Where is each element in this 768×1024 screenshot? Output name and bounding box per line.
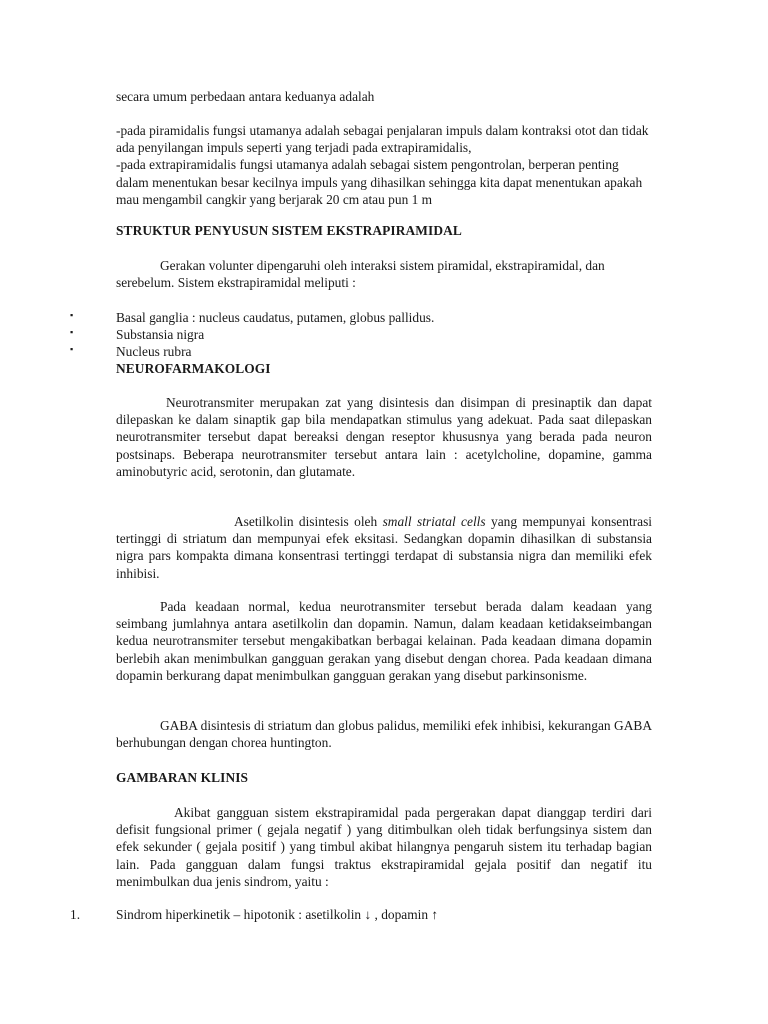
intro-paragraph-piramidalis: -pada piramidalis fungsi utamanya adalah sebagai penjalaran impuls dalam kontraksi otot dan tidak ada penyilangan impuls seperti yang terjadi pada extrapiramidalis,: [116, 123, 649, 156]
intro-paragraph-extrapiramidalis: -pada extrapiramidalis fungsi utamanya adalah sebagai sistem pengontrolan, berperan penting dalam menentukan besar kecilnya impuls yang dihasilkan sehingga kita dapat menentukan apakah mau mengambil cangkir yang berjarak 20 cm atau pun 1 m: [116, 157, 643, 207]
asetilkolin-text-start: Asetilkolin disintesis oleh: [234, 514, 383, 529]
list-item: [0, 326, 768, 343]
list-item: [0, 343, 768, 360]
paragraph-gaba-text: GABA disintesis di striatum dan globus palidus, memiliki efek inhibisi, kekurangan GABA berhubungan dengan chorea huntington.: [116, 718, 652, 751]
asetilkolin-text-end: yang mempunyai konsentrasi tertinggi di striatum dan mempunyai efek eksitasi. Sedangkan dopamin dihasilkan di substansia nigra pars kompakta dimana konsentrasi tertinggi terdapat di substansia nigra dan memiliki efek inhibisi.: [116, 514, 652, 581]
intro-line: [116, 88, 652, 105]
list-item-text: Basal ganglia : nucleus caudatus, putamen, globus pallidus.: [116, 310, 435, 325]
paragraph-gaba: [116, 717, 652, 751]
bullet-icon: ▪: [70, 344, 74, 354]
list-number: 1.: [70, 907, 81, 922]
paragraph-gerakan-volunter-text: Gerakan volunter dipengaruhi oleh interaksi sistem piramidal, ekstrapiramidal, dan serebelum. Sistem ekstrapiramidal meliputi :: [116, 258, 605, 291]
paragraph-gerakan-volunter: [116, 257, 652, 291]
heading-gambaran-klinis: GAMBARAN KLINIS: [116, 770, 249, 785]
asetilkolin-emphasis: small striatal cells: [382, 514, 486, 529]
bullet-icon: ▪: [70, 327, 74, 337]
numbered-item-text: Sindrom hiperkinetik – hipotonik : asetilkolin ↓ , dopamin ↑: [116, 907, 439, 922]
bullet-list: [0, 309, 768, 360]
paragraph-neurotransmiter: [116, 394, 652, 480]
paragraph-asetilkolin: [116, 513, 652, 582]
bullet-icon: ▪: [70, 310, 74, 320]
paragraph-neurotransmiter-text: Neurotransmiter merupakan zat yang disintesis dan disimpan di presinaptik dan dapat dilepaskan ke dalam sinaptik gap bila mendapatkan stimulus yang adekuat. Pada saat dilepaskan neurotransmiter tersebut dapat bereaksi dengan reseptor khususnya yang berada pada neuron postsinaps. Beberapa neurotransmiter tersebut antara lain : acetylcholine, dopamine, gamma aminobutyric acid, serotonin, dan glutamate.: [116, 395, 652, 479]
list-item-text: Nucleus rubra: [116, 344, 192, 359]
paragraph-keadaan-normal: [116, 598, 652, 684]
paragraph-akibat-gangguan-text: Akibat gangguan sistem ekstrapiramidal pada pergerakan dapat dianggap terdiri dari defisit fungsional primer ( gejala negatif ) yang ditimbulkan oleh tidak berfungsinya sistem dan efek sekunder ( gejala positif ) yang timbul akibat hilangnya pengaruh sistem itu terhadap bagian lain. Pada gangguan dalam fungsi traktus ekstrapiramidal gejala positif dan negatif itu menimbulkan dua jenis sindrom, yaitu :: [116, 805, 652, 889]
paragraph-akibat-gangguan: [116, 804, 652, 890]
paragraph-asetilkolin-text: [116, 513, 652, 582]
intro-paragraphs: [116, 122, 652, 208]
heading-struktur: STRUKTUR PENYUSUN SISTEM EKSTRAPIRAMIDAL: [116, 223, 462, 238]
list-item-text: Substansia nigra: [116, 327, 205, 342]
list-item: [0, 309, 768, 326]
intro-line-text: secara umum perbedaan antara keduanya adalah: [116, 89, 375, 104]
paragraph-keadaan-normal-text: Pada keadaan normal, kedua neurotransmiter tersebut berada dalam keadaan yang seimbang jumlahnya antara asetilkolin dan dopamin. Namun, dalam keadaan ketidakseimbangan kedua neurotransmiter tersebut mengakibatkan berbagai kelainan. Pada keadaan dimana dopamin berlebih akan menimbulkan gangguan gerakan yang disebut dengan chorea. Pada keadaan dimana dopamin berkurang dapat menimbulkan gangguan gerakan yang disebut parkinsonisme.: [116, 599, 652, 683]
heading-neurofarmakologi: NEUROFARMAKOLOGI: [116, 361, 271, 376]
